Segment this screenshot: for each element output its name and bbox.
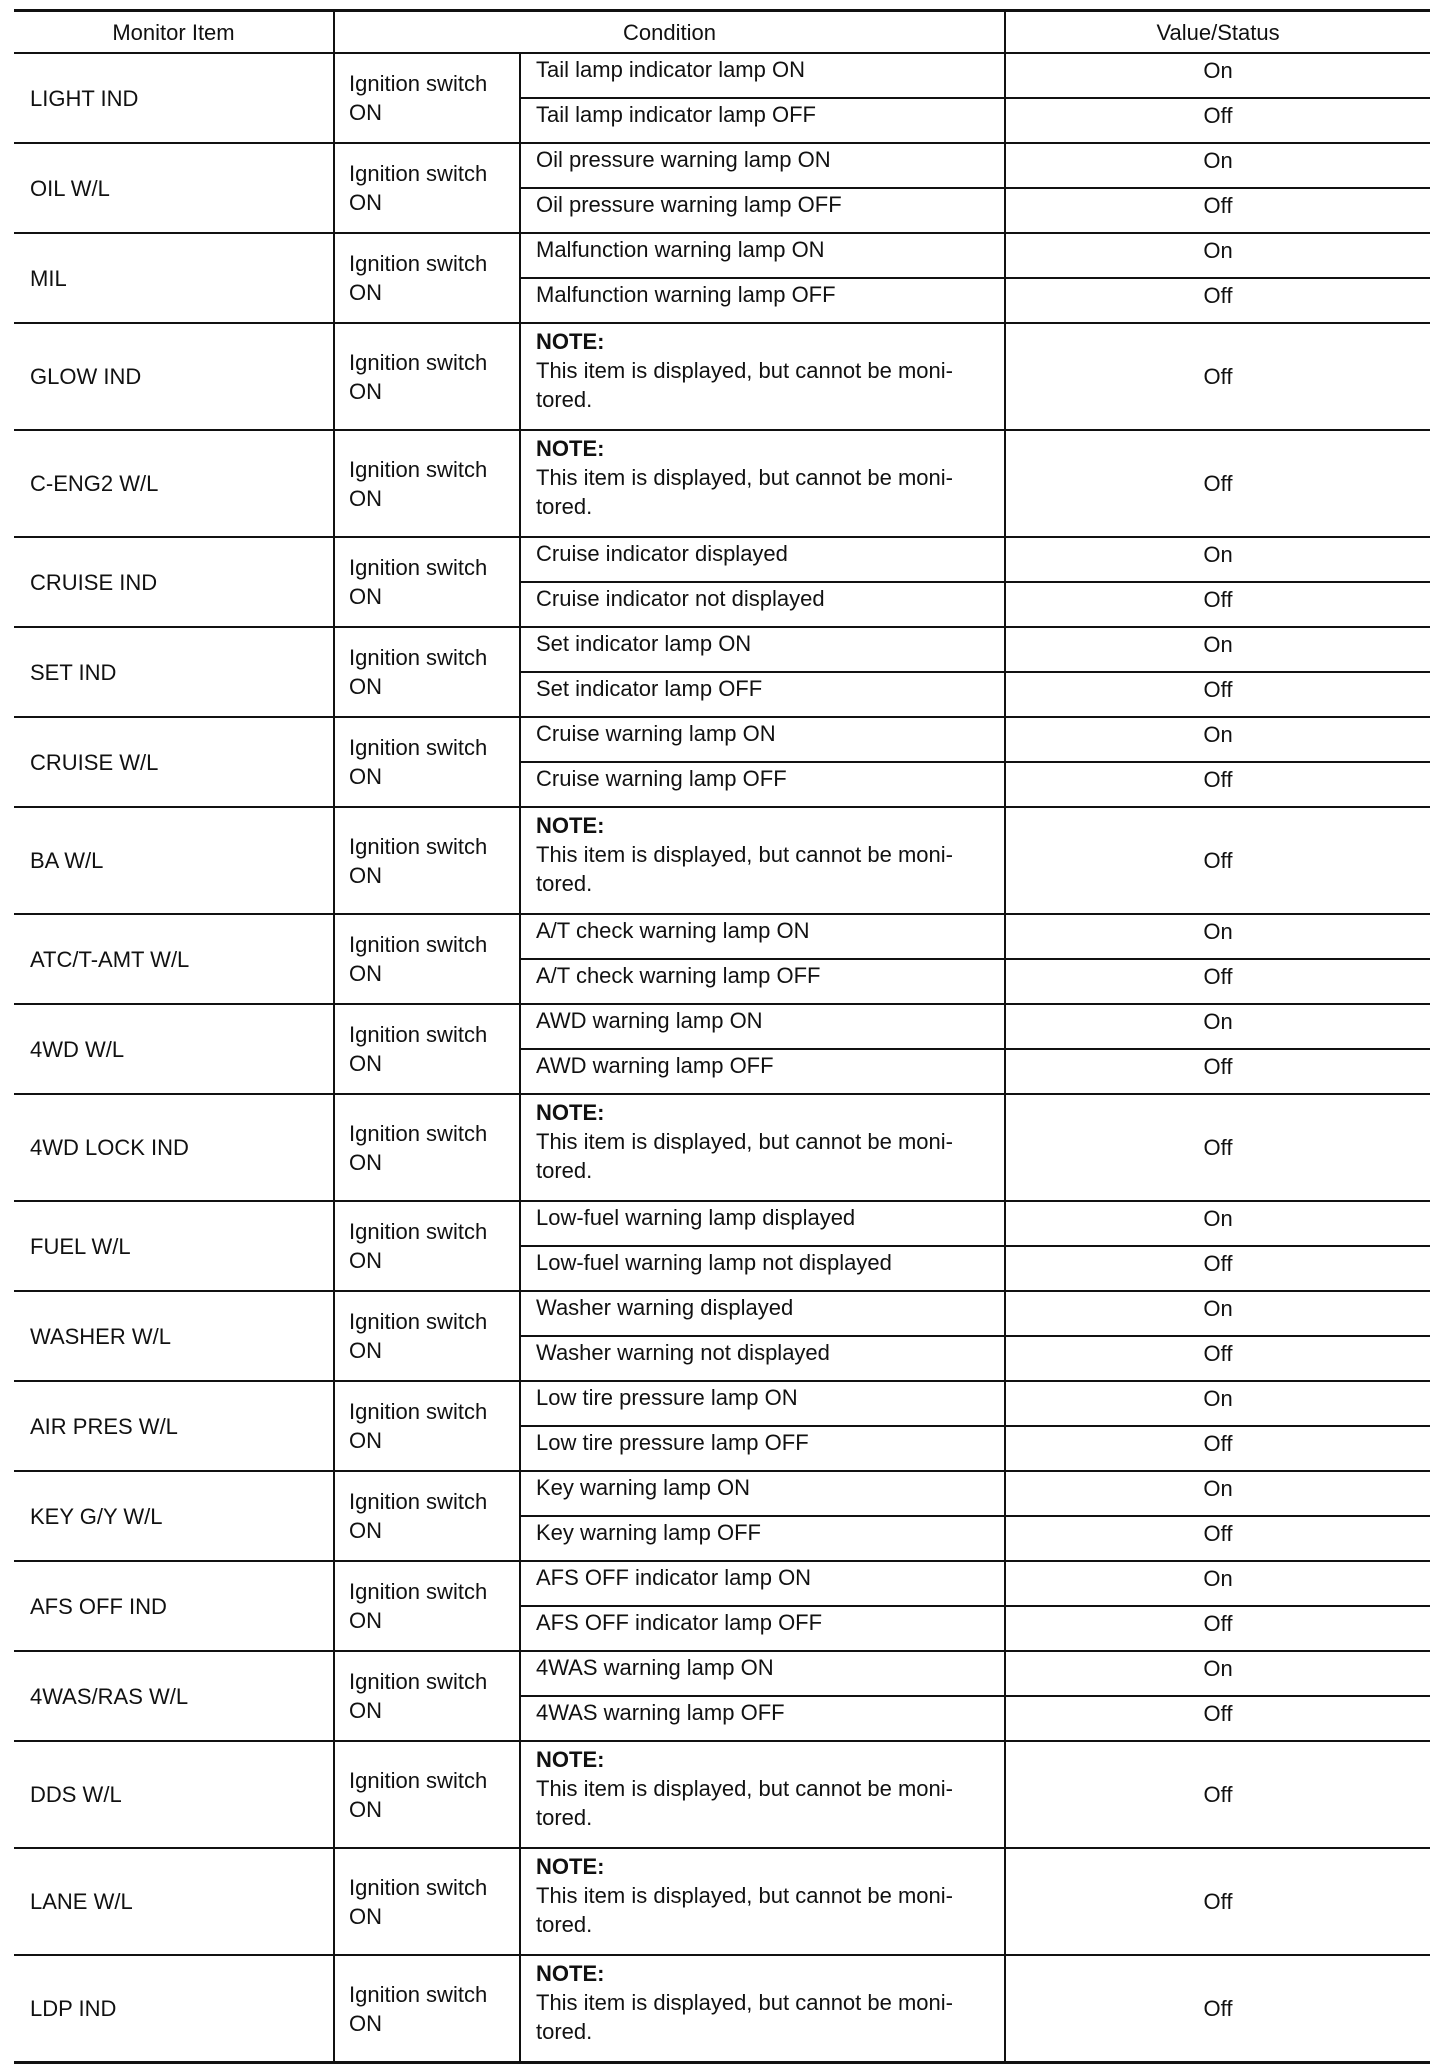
condition-text: Set indicator lamp OFF: [536, 676, 763, 701]
condition-switch-state: ON: [349, 1338, 382, 1363]
value-status-cell: Off: [1005, 1955, 1430, 2063]
condition-switch-cell: [334, 53, 520, 143]
condition-switch-line: Ignition switch: [349, 161, 488, 186]
condition-switch-line: Ignition switch: [349, 833, 488, 859]
header-monitor-item: Monitor Item: [14, 11, 334, 54]
condition-text: Cruise indicator not displayed: [536, 586, 825, 611]
condition-text: Cruise warning lamp ON: [536, 721, 776, 746]
table-row: [14, 1094, 1430, 1201]
condition-switch-cell: [334, 807, 520, 914]
condition-switch-state: ON: [349, 862, 382, 888]
monitor-item-cell: ATC/T-AMT W/L: [14, 914, 334, 1004]
note-label: NOTE:: [536, 329, 605, 354]
condition-switch-cell: [334, 1094, 520, 1201]
condition-text: Key warning lamp ON: [536, 1475, 750, 1500]
value-status-cell: Off: [1005, 1696, 1430, 1741]
note-text-line: tored.: [536, 2019, 593, 2044]
condition-text: AFS OFF indicator lamp ON: [536, 1565, 812, 1590]
condition-switch-state: ON: [349, 764, 382, 789]
monitor-item-cell: LANE W/L: [14, 1848, 334, 1955]
condition-text: AWD warning lamp OFF: [536, 1053, 774, 1078]
table-row: [14, 1004, 1430, 1049]
condition-switch-state: ON: [349, 378, 382, 404]
value-status-cell: Off: [1005, 1741, 1430, 1848]
condition-switch-cell: [334, 1201, 520, 1291]
condition-switch-line: Ignition switch: [349, 1120, 488, 1146]
table-row: [14, 1651, 1430, 1696]
value-status-cell: On: [1005, 1651, 1430, 1696]
condition-switch-line: Ignition switch: [349, 1874, 488, 1900]
condition-text: Washer warning not displayed: [536, 1340, 830, 1365]
table-row: [14, 537, 1430, 582]
condition-switch-line: Ignition switch: [349, 555, 488, 580]
condition-text: Washer warning displayed: [536, 1295, 794, 1320]
note-label: NOTE:: [536, 1961, 605, 1986]
condition-switch-state: ON: [349, 1903, 382, 1929]
condition-cell: [520, 627, 1005, 672]
value-status-cell: On: [1005, 1004, 1430, 1049]
note-text-line: This item is displayed, but cannot be moni-: [536, 1776, 953, 1801]
table-row: [14, 1741, 1430, 1848]
table-row: [14, 1471, 1430, 1516]
condition-text: Malfunction warning lamp OFF: [536, 282, 836, 307]
condition-cell: [520, 1004, 1005, 1049]
value-status-cell: Off: [1005, 1246, 1430, 1291]
value-status-cell: Off: [1005, 430, 1430, 537]
value-status-cell: Off: [1005, 1336, 1430, 1381]
table-row: [14, 627, 1430, 672]
table-row: [14, 807, 1430, 914]
table-row: [14, 1291, 1430, 1336]
condition-switch-cell: [334, 233, 520, 323]
condition-text: AWD warning lamp ON: [536, 1008, 763, 1033]
monitor-item-cell: BA W/L: [14, 807, 334, 914]
condition-switch-state: ON: [349, 1051, 382, 1076]
monitor-item-table: [14, 9, 1430, 2064]
monitor-item-cell: WASHER W/L: [14, 1291, 334, 1381]
condition-note-cell: [520, 430, 1005, 537]
condition-note-cell: [520, 1955, 1005, 2063]
condition-switch-line: Ignition switch: [349, 1309, 488, 1334]
condition-cell: [520, 1606, 1005, 1651]
condition-switch-cell: [334, 1004, 520, 1094]
condition-switch-line: Ignition switch: [349, 1981, 488, 2007]
value-status-cell: On: [1005, 1291, 1430, 1336]
note-text-line: This item is displayed, but cannot be moni-: [536, 842, 953, 867]
condition-switch-state: ON: [349, 190, 382, 215]
note-text-line: This item is displayed, but cannot be moni-: [536, 465, 953, 490]
condition-text: 4WAS warning lamp ON: [536, 1655, 774, 1680]
value-status-cell: On: [1005, 233, 1430, 278]
value-status-cell: On: [1005, 1561, 1430, 1606]
condition-switch-state: ON: [349, 280, 382, 305]
condition-cell: [520, 1426, 1005, 1471]
condition-switch-line: Ignition switch: [349, 1669, 488, 1694]
condition-cell: [520, 582, 1005, 627]
condition-switch-cell: [334, 323, 520, 430]
condition-switch-state: ON: [349, 674, 382, 699]
note-text-line: This item is displayed, but cannot be moni-: [536, 1990, 953, 2015]
condition-cell: [520, 1291, 1005, 1336]
condition-cell: [520, 1246, 1005, 1291]
condition-switch-cell: [334, 1848, 520, 1955]
note-text-line: tored.: [536, 871, 593, 896]
condition-cell: [520, 1381, 1005, 1426]
note-label: NOTE:: [536, 1854, 605, 1879]
condition-cell: [520, 233, 1005, 278]
value-status-cell: On: [1005, 1381, 1430, 1426]
value-status-cell: Off: [1005, 1426, 1430, 1471]
condition-switch-line: Ignition switch: [349, 1219, 488, 1244]
note-label: NOTE:: [536, 1747, 605, 1772]
note-label: NOTE:: [536, 436, 605, 461]
condition-note-cell: [520, 1848, 1005, 1955]
note-text-line: tored.: [536, 1158, 593, 1183]
value-status-cell: Off: [1005, 1094, 1430, 1201]
value-status-cell: Off: [1005, 672, 1430, 717]
condition-cell: [520, 959, 1005, 1004]
note-label: NOTE:: [536, 813, 605, 838]
table-row: [14, 1201, 1430, 1246]
condition-switch-cell: [334, 1291, 520, 1381]
note-text-line: tored.: [536, 1805, 593, 1830]
condition-switch-state: ON: [349, 1698, 382, 1723]
condition-switch-cell: [334, 914, 520, 1004]
monitor-item-cell: KEY G/Y W/L: [14, 1471, 334, 1561]
condition-switch-line: Ignition switch: [349, 71, 488, 96]
condition-text: Oil pressure warning lamp OFF: [536, 192, 842, 217]
condition-cell: [520, 1651, 1005, 1696]
condition-switch-cell: [334, 1741, 520, 1848]
condition-cell: [520, 188, 1005, 233]
condition-text: Malfunction warning lamp ON: [536, 237, 825, 262]
table-row: [14, 717, 1430, 762]
condition-text: Cruise warning lamp OFF: [536, 766, 787, 791]
condition-switch-line: Ignition switch: [349, 456, 488, 482]
value-status-cell: On: [1005, 717, 1430, 762]
condition-note-cell: [520, 1741, 1005, 1848]
condition-switch-state: ON: [349, 1608, 382, 1633]
table-row: [14, 914, 1430, 959]
condition-switch-state: ON: [349, 1518, 382, 1543]
note-text-line: This item is displayed, but cannot be moni-: [536, 358, 953, 383]
condition-switch-cell: [334, 1381, 520, 1471]
note-label: NOTE:: [536, 1100, 605, 1125]
header-value-status: Value/Status: [1005, 11, 1430, 54]
monitor-item-cell: DDS W/L: [14, 1741, 334, 1848]
condition-cell: [520, 1471, 1005, 1516]
monitor-item-cell: GLOW IND: [14, 323, 334, 430]
monitor-item-cell: OIL W/L: [14, 143, 334, 233]
value-status-cell: Off: [1005, 959, 1430, 1004]
value-status-cell: On: [1005, 1471, 1430, 1516]
condition-switch-cell: [334, 1651, 520, 1741]
value-status-cell: Off: [1005, 188, 1430, 233]
monitor-item-cell: FUEL W/L: [14, 1201, 334, 1291]
condition-text: Low-fuel warning lamp not displayed: [536, 1250, 892, 1275]
value-status-cell: Off: [1005, 807, 1430, 914]
value-status-cell: Off: [1005, 1516, 1430, 1561]
condition-switch-line: Ignition switch: [349, 1399, 488, 1424]
table-row: [14, 1381, 1430, 1426]
condition-switch-state: ON: [349, 584, 382, 609]
monitor-item-cell: LIGHT IND: [14, 53, 334, 143]
monitor-item-cell: AFS OFF IND: [14, 1561, 334, 1651]
condition-switch-line: Ignition switch: [349, 735, 488, 760]
note-text-line: This item is displayed, but cannot be moni-: [536, 1883, 953, 1908]
condition-switch-state: ON: [349, 1248, 382, 1273]
condition-text: Tail lamp indicator lamp ON: [536, 57, 805, 82]
value-status-cell: Off: [1005, 762, 1430, 807]
condition-text: Set indicator lamp ON: [536, 631, 752, 656]
condition-switch-line: Ignition switch: [349, 1489, 488, 1514]
condition-text: Cruise indicator displayed: [536, 541, 788, 566]
condition-switch-state: ON: [349, 100, 382, 125]
table-header: [14, 11, 1430, 54]
condition-cell: [520, 717, 1005, 762]
condition-cell: [520, 1049, 1005, 1094]
condition-text: A/T check warning lamp ON: [536, 918, 810, 943]
value-status-cell: On: [1005, 914, 1430, 959]
condition-switch-line: Ignition switch: [349, 1022, 488, 1047]
condition-cell: [520, 98, 1005, 143]
condition-text: Low-fuel warning lamp displayed: [536, 1205, 856, 1230]
condition-switch-cell: [334, 1561, 520, 1651]
condition-text: Tail lamp indicator lamp OFF: [536, 102, 816, 127]
monitor-item-cell: AIR PRES W/L: [14, 1381, 334, 1471]
value-status-cell: On: [1005, 1201, 1430, 1246]
condition-text: Oil pressure warning lamp ON: [536, 147, 831, 172]
value-status-cell: Off: [1005, 1848, 1430, 1955]
value-status-cell: Off: [1005, 98, 1430, 143]
condition-switch-state: ON: [349, 1428, 382, 1453]
table-row: [14, 1848, 1430, 1955]
condition-switch-state: ON: [349, 961, 382, 986]
condition-switch-cell: [334, 143, 520, 233]
condition-switch-line: Ignition switch: [349, 1579, 488, 1604]
condition-switch-cell: [334, 1471, 520, 1561]
table-row: [14, 1955, 1430, 2063]
condition-cell: [520, 53, 1005, 98]
table-row: [14, 430, 1430, 537]
monitor-item-cell: 4WAS/RAS W/L: [14, 1651, 334, 1741]
note-text-line: tored.: [536, 387, 593, 412]
condition-note-cell: [520, 807, 1005, 914]
value-status-cell: Off: [1005, 1049, 1430, 1094]
monitor-item-cell: CRUISE W/L: [14, 717, 334, 807]
monitor-item-cell: MIL: [14, 233, 334, 323]
header-condition: Condition: [334, 11, 1005, 54]
condition-switch-state: ON: [349, 1149, 382, 1175]
condition-switch-state: ON: [349, 2010, 382, 2036]
condition-cell: [520, 1201, 1005, 1246]
condition-text: AFS OFF indicator lamp OFF: [536, 1610, 823, 1635]
value-status-cell: Off: [1005, 278, 1430, 323]
condition-note-cell: [520, 1094, 1005, 1201]
monitor-item-cell: C-ENG2 W/L: [14, 430, 334, 537]
condition-cell: [520, 1696, 1005, 1741]
table-row: [14, 143, 1430, 188]
condition-text: Low tire pressure lamp OFF: [536, 1430, 809, 1455]
condition-text: Low tire pressure lamp ON: [536, 1385, 798, 1410]
table-row: [14, 233, 1430, 278]
value-status-cell: On: [1005, 143, 1430, 188]
monitor-item-cell: SET IND: [14, 627, 334, 717]
condition-switch-cell: [334, 627, 520, 717]
note-text-line: tored.: [536, 1912, 593, 1937]
monitor-item-cell: CRUISE IND: [14, 537, 334, 627]
condition-cell: [520, 1516, 1005, 1561]
condition-cell: [520, 143, 1005, 188]
table-row: [14, 323, 1430, 430]
condition-note-cell: [520, 323, 1005, 430]
table-body: [14, 53, 1430, 2063]
condition-switch-cell: [334, 1955, 520, 2063]
condition-switch-state: ON: [349, 1796, 382, 1822]
value-status-cell: Off: [1005, 582, 1430, 627]
condition-cell: [520, 672, 1005, 717]
value-status-cell: On: [1005, 537, 1430, 582]
condition-switch-line: Ignition switch: [349, 251, 488, 276]
condition-cell: [520, 762, 1005, 807]
condition-switch-line: Ignition switch: [349, 349, 488, 375]
note-text-line: tored.: [536, 494, 593, 519]
condition-cell: [520, 1561, 1005, 1606]
condition-switch-line: Ignition switch: [349, 932, 488, 957]
condition-switch-state: ON: [349, 485, 382, 511]
condition-text: Key warning lamp OFF: [536, 1520, 761, 1545]
condition-text: 4WAS warning lamp OFF: [536, 1700, 785, 1725]
value-status-cell: On: [1005, 53, 1430, 98]
monitor-item-cell: 4WD LOCK IND: [14, 1094, 334, 1201]
condition-switch-line: Ignition switch: [349, 645, 488, 670]
note-text-line: This item is displayed, but cannot be moni-: [536, 1129, 953, 1154]
table-row: [14, 53, 1430, 98]
condition-text: A/T check warning lamp OFF: [536, 963, 821, 988]
condition-switch-cell: [334, 717, 520, 807]
value-status-cell: Off: [1005, 1606, 1430, 1651]
condition-switch-cell: [334, 430, 520, 537]
header-row: [14, 11, 1430, 54]
monitor-item-cell: 4WD W/L: [14, 1004, 334, 1094]
condition-switch-line: Ignition switch: [349, 1767, 488, 1793]
value-status-cell: Off: [1005, 323, 1430, 430]
condition-cell: [520, 278, 1005, 323]
condition-cell: [520, 914, 1005, 959]
value-status-cell: On: [1005, 627, 1430, 672]
table-row: [14, 1561, 1430, 1606]
condition-cell: [520, 537, 1005, 582]
condition-cell: [520, 1336, 1005, 1381]
monitor-item-cell: LDP IND: [14, 1955, 334, 2063]
condition-switch-cell: [334, 537, 520, 627]
